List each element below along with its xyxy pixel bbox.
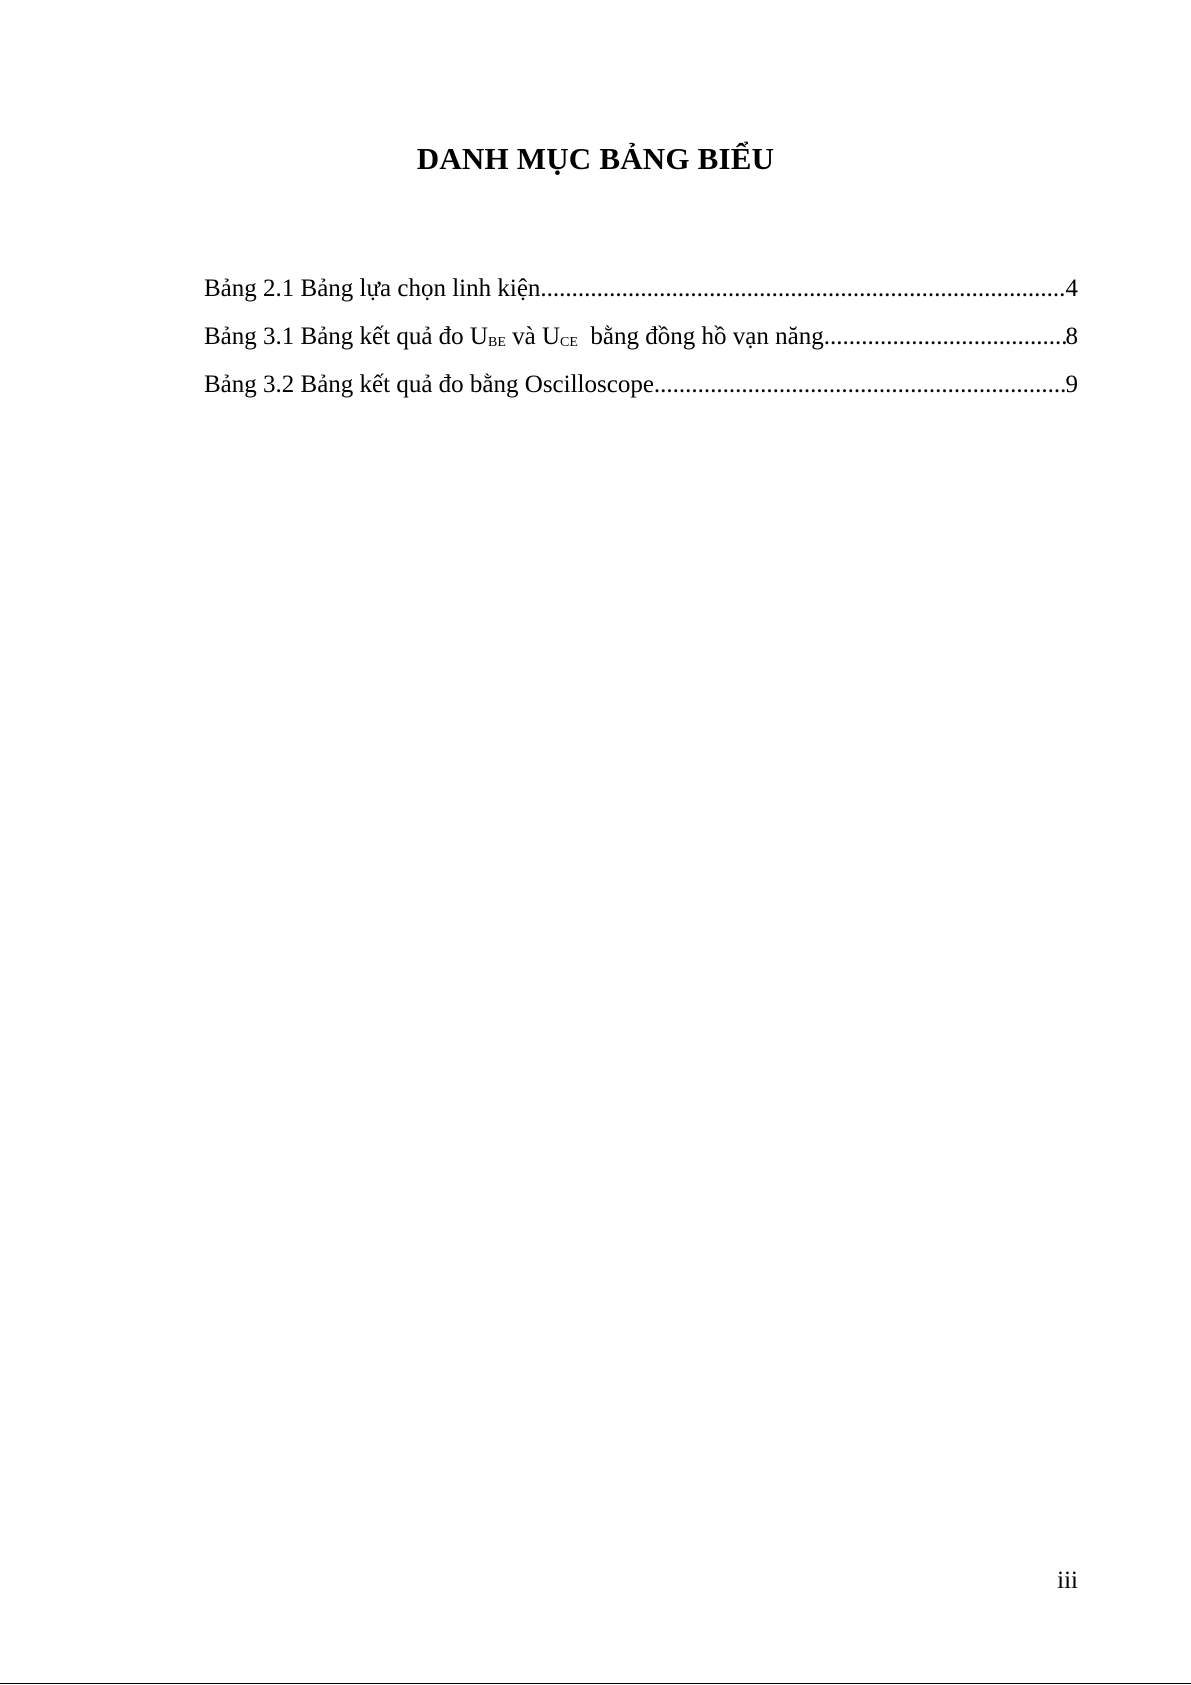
toc-entry-page: 4 [1065,275,1078,302]
subscript-be: BE [487,335,506,350]
dot-leader [654,361,1066,409]
toc-entry-page: 8 [1065,323,1078,350]
page-bottom-rule [0,1683,1191,1684]
toc-entry-label: Bảng 2.1 Bảng lựa chọn linh kiện [204,275,541,302]
table-list [204,265,1078,409]
subscript-ce: CE [560,335,578,350]
toc-entry-label [204,313,824,361]
toc-entry[interactable] [204,265,1078,313]
dot-leader [824,313,1066,361]
toc-entry-label: Bảng 3.2 Bảng kết quả đo bằng Oscilloscope [204,371,654,398]
dot-leader [540,265,1065,313]
toc-entry[interactable] [204,313,1078,361]
toc-entry-label-prefix: Bảng 3.1 Bảng kết quả đo U [204,323,488,350]
toc-entry-label-middle: và U [505,323,561,350]
toc-entry-page: 9 [1065,371,1078,398]
page-number: iii [1057,1567,1078,1594]
page-title: DANH MỤC BẢNG BIỂU [416,141,775,176]
toc-entry[interactable] [204,361,1078,409]
toc-entry-label-suffix: bằng đồng hồ vạn năng [577,323,824,350]
